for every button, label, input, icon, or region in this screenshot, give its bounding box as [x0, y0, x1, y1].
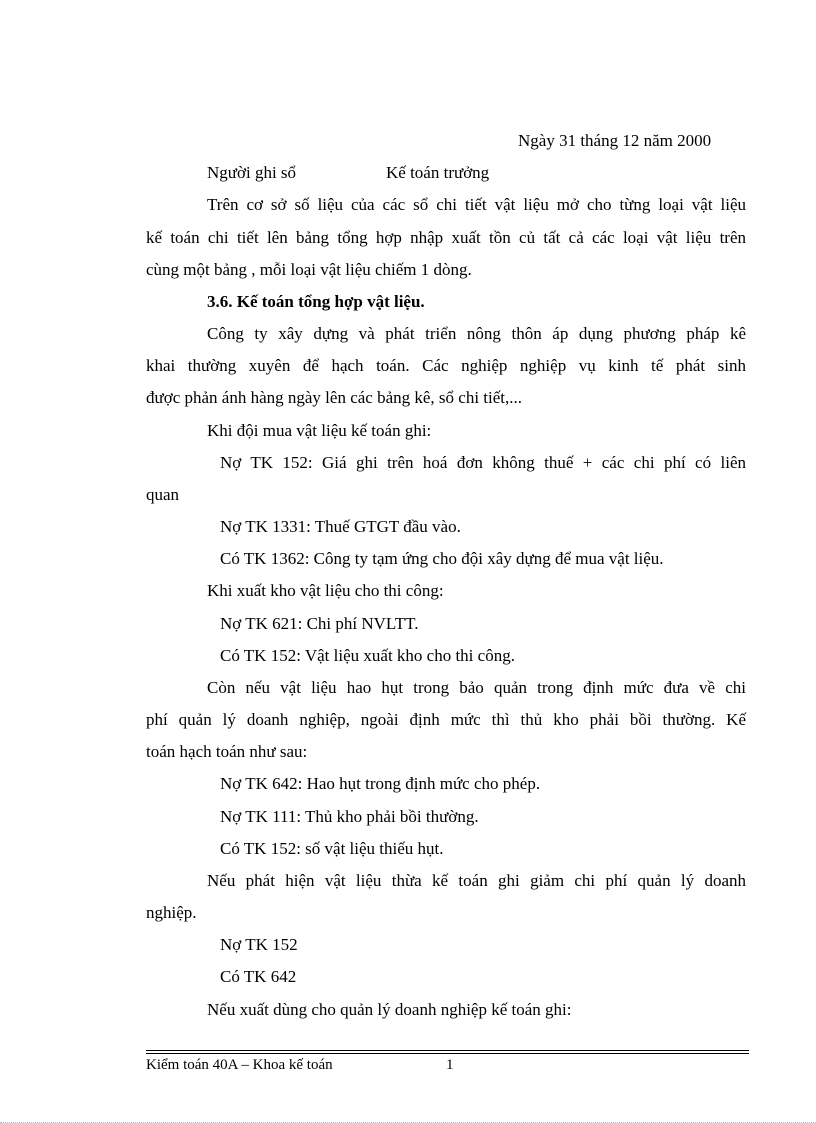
paragraph-line: Còn nếu vật liệu hao hụt trong bảo quản trong định mức đưa về chi	[207, 678, 746, 697]
paragraph-line: Công ty xây dựng và phát triển nông thôn áp dụng phương pháp kê	[207, 324, 746, 343]
page-number: 1	[446, 1057, 454, 1073]
section-heading: 3.6. Kế toán tổng hợp vật liệu.	[207, 292, 425, 311]
entry-line: Có TK 642	[220, 967, 297, 986]
paragraph-line: được phản ánh hàng ngày lên các bảng kê, sổ chi tiết,...	[146, 388, 523, 407]
entry-line: Nợ TK 152: Giá ghi trên hoá đơn không thuế + các chi phí có liên	[220, 453, 746, 472]
paragraph-line: Nếu xuất dùng cho quản lý doanh nghiệp kế toán ghi:	[207, 1000, 572, 1019]
paragraph-line: nghiệp.	[146, 903, 197, 922]
entry-line: Nợ TK 152	[220, 935, 298, 954]
entry-line: Nợ TK 111: Thủ kho phải bồi thường.	[220, 807, 479, 826]
entry-line: Nợ TK 1331: Thuế GTGT đầu vào.	[220, 517, 461, 536]
paragraph-line: Khi xuất kho vật liệu cho thi công:	[207, 581, 444, 600]
signer-recorder: Người ghi sổ	[207, 163, 297, 182]
entry-line: quan	[146, 485, 180, 504]
paragraph-line: toán hạch toán như sau:	[146, 742, 308, 761]
signer-chief-accountant: Kế toán trưởng	[386, 163, 490, 182]
paragraph-line: phí quản lý doanh nghiệp, ngoài định mức thì thủ kho phải bồi thường. Kế	[146, 710, 746, 729]
paragraph-line: kế toán chi tiết lên bảng tổng hợp nhập xuất tồn củ tất cả các loại vật liệu trên	[146, 228, 746, 247]
paragraph-line: Trên cơ sở số liệu của các sổ chi tiết vật liệu mở cho từng loại vật liệu	[207, 195, 746, 214]
footer-rule-top	[146, 1050, 749, 1051]
date-line: Ngày 31 tháng 12 năm 2000	[518, 131, 712, 150]
paragraph-line: Nếu phát hiện vật liệu thừa kế toán ghi giảm chi phí quản lý doanh	[207, 871, 746, 890]
paragraph-line: Khi đội mua vật liệu kế toán ghi:	[207, 421, 432, 440]
paragraph-line: cùng một bảng , mỗi loại vật liệu chiếm 1 dòng.	[146, 260, 472, 279]
entry-line: Có TK 152: số vật liệu thiếu hụt.	[220, 839, 444, 858]
footer-rule-bottom	[146, 1053, 749, 1054]
paragraph-line: khai thường xuyên để hạch toán. Các nghiệp nghiệp vụ kinh tế phát sinh	[146, 356, 746, 375]
entry-line: Có TK 152: Vật liệu xuất kho cho thi công.	[220, 646, 515, 665]
entry-line: Có TK 1362: Công ty tạm ứng cho đội xây dựng để mua vật liệu.	[220, 549, 664, 568]
entry-line: Nợ TK 621: Chi phí NVLTT.	[220, 614, 419, 633]
footer-text: Kiểm toán 40A – Khoa kế toán	[146, 1057, 333, 1073]
entry-line: Nợ TK 642: Hao hụt trong định mức cho phép.	[220, 774, 541, 793]
